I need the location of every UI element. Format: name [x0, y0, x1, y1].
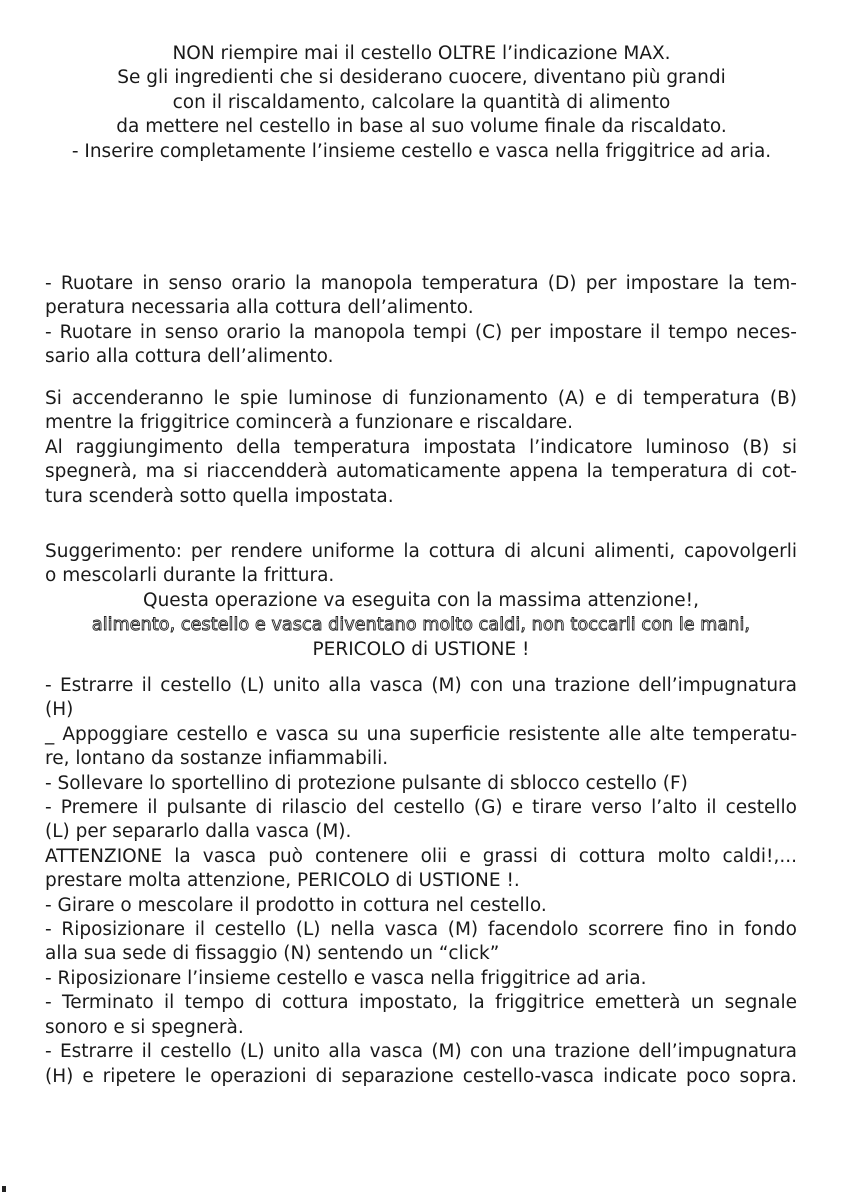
settings-line: sario alla cottura dell’alimento.	[45, 346, 334, 368]
operation-line: spegnerà, ma si riaccendderà automaticamente appena la temperatura di cot-	[45, 461, 797, 483]
tip-line: Suggerimento: per rendere uniforme la cottura di alcuni alimenti, capovolgerli	[45, 541, 797, 562]
step-line: - Estrarre il cestello (L) unito alla vasca (M) con una trazione dell’impugnatura	[45, 1041, 797, 1063]
settings-line: - Ruotare in senso orario la manopola temperatura (D) per impostare la tem-	[45, 273, 797, 294]
step-line: - Riposizionare il cestello (L) nella vasca (M) facendolo scorrere fino in fondo	[45, 919, 797, 941]
step-line: - Girare o mescolare il prodotto in cottura nel cestello.	[45, 894, 547, 916]
crop-mark	[2, 1186, 6, 1192]
step-line: sonoro e si spegnerà.	[45, 1016, 244, 1038]
step-line: prestare molta attenzione, PERICOLO di USTIONE !.	[45, 870, 520, 892]
settings-section	[45, 272, 797, 370]
warning-burn-line: PERICOLO di USTIONE !	[312, 638, 530, 660]
step-line: (L) per separarlo dalla vasca (M).	[45, 821, 352, 843]
step-line: re, lontano da sostanze infiammabili.	[45, 748, 389, 770]
operation-line: Al raggiungimento della temperatura impostata l’indicatore luminoso (B) si	[45, 436, 797, 458]
operation-line: mentre la friggitrice comincerà a funzionare e riscaldare.	[45, 412, 573, 434]
intro-line: con il riscaldamento, calcolare la quantità di alimento	[172, 91, 671, 113]
step-line: _ Appoggiare cestello e vasca su una superficie resistente alle alte temperatu-	[45, 723, 797, 745]
step-line: - Terminato il tempo di cottura impostato, la friggitrice emetterà un segnale	[45, 992, 797, 1014]
intro-line: Se gli ingredienti che si desiderano cuocere, diventano più grandi	[117, 67, 726, 89]
steps-section	[45, 674, 797, 1089]
step-line: - Estrarre il cestello (L) unito alla vasca (M) con una trazione dell’impugnatura	[45, 675, 797, 696]
settings-line: peratura necessaria alla cottura dell’alimento.	[45, 297, 474, 319]
settings-line: - Ruotare in senso orario la manopola tempi (C) per impostare il tempo neces-	[45, 321, 797, 343]
step-line: - Premere il pulsante di rilascio del cestello (G) e tirare verso l’alto il cestello	[45, 797, 797, 819]
step-line: (H) e ripetere le operazioni di separazione cestello-vasca indicate poco sopra.	[45, 1065, 797, 1087]
intro-line: NON riempire mai il cestello OLTRE l’indicazione MAX.	[172, 43, 671, 64]
operation-section	[45, 387, 797, 509]
operation-line: tura scenderà sotto quella impostata.	[45, 485, 394, 507]
intro-section	[40, 42, 803, 164]
intro-line: - Inserire completamente l’insieme cestello e vasca nella friggitrice ad aria.	[71, 140, 772, 162]
tip-section	[45, 540, 797, 662]
operation-line: Si accenderanno le spie luminose di funzionamento (A) e di temperatura (B)	[45, 388, 797, 409]
tip-line: o mescolarli durante la frittura.	[45, 565, 335, 587]
warning-line: Questa operazione va eseguita con la massima attenzione!,	[143, 589, 699, 611]
intro-line: da mettere nel cestello in base al suo volume finale da riscaldato.	[116, 116, 727, 138]
step-line: alla sua sede di fissaggio (N) sentendo un “click”	[45, 943, 500, 965]
warning-hot-line: alimento, cestello e vasca diventano molto caldi, non toccarli con le mani,	[91, 615, 751, 636]
step-line: ATTENZIONE la vasca può contenere olii e grassi di cottura molto caldi!,...	[45, 845, 797, 867]
step-line: - Sollevare lo sportellino di protezione pulsante di sblocco cestello (F)	[45, 772, 688, 794]
step-line: - Riposizionare l’insieme cestello e vasca nella friggitrice ad aria.	[45, 967, 647, 989]
step-line: (H)	[45, 699, 74, 721]
